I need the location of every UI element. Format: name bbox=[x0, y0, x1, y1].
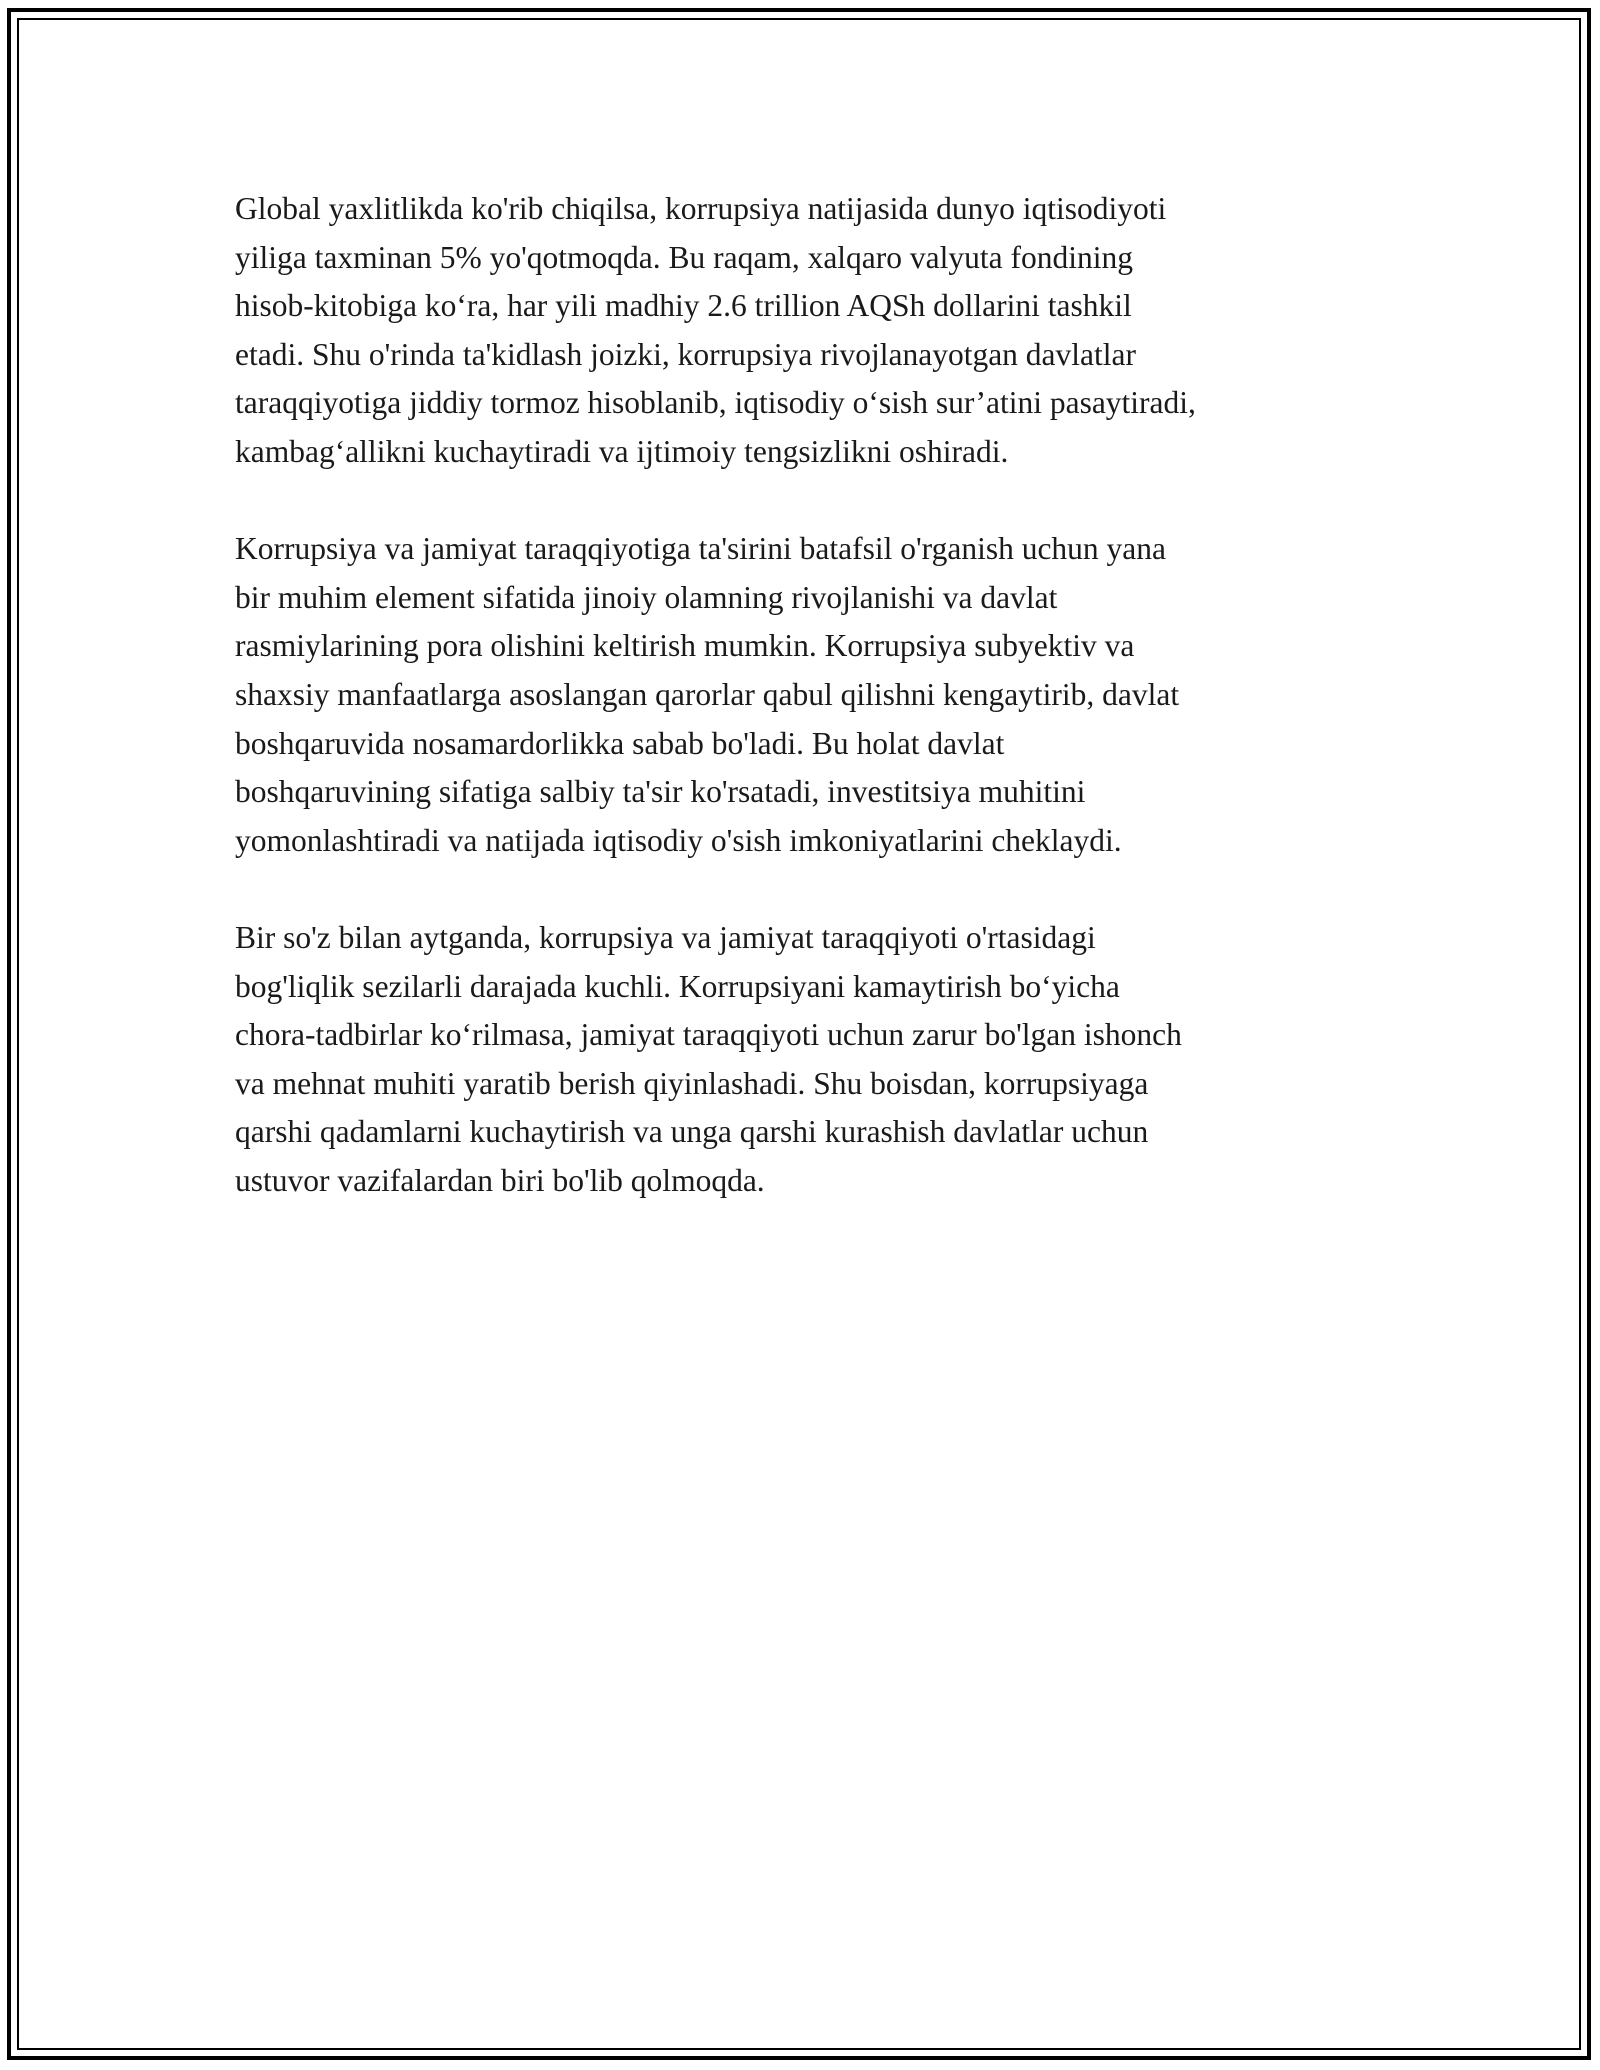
document-body bbox=[235, 185, 1370, 1254]
paragraph-3: Bir so'z bilan aytganda, korrupsiya va jamiyat taraqqiyoti o'rtasidagi bog'liqlik sezilarli darajada kuchli. Korrupsiyani kamaytirish bo‘yicha chora-tadbirlar ko‘rilmasa, jamiyat taraqqiyoti uchun zarur bo'lgan ishonch va mehnat muhiti yaratib berish qiyinlashadi. Shu boisdan, korrupsiyaga qarshi qadamlarni kuchaytirish va unga qarshi kurashish davlatlar uchun ustuvor vazifalardan biri bo'lib qolmoqda. bbox=[235, 919, 1182, 1198]
paragraph-2: Korrupsiya va jamiyat taraqqiyotiga ta'sirini batafsil o'rganish uchun yana bir muhim element sifatida jinoiy olamning rivojlanishi va davlat rasmiylarining pora olishini keltirish mumkin. Korrupsiya subyektiv va shaxsiy manfaatlarga asoslangan qarorlar qabul qilishni kengaytirib, davlat boshqaruvida nosamardorlikka sabab bo'ladi. Bu holat davlat boshqaruvining sifatiga salbiy ta'sir ko'rsatadi, investitsiya muhitini yomonlashtiradi va natijada iqtisodiy o'sish imkoniyatlarini cheklaydi. bbox=[235, 531, 1180, 858]
paragraph-1: Global yaxlitlikda ko'rib chiqilsa, korrupsiya natijasida dunyo iqtisodiyoti yiliga taxminan 5% yo'qotmoqda. Bu raqam, xalqaro valyuta fondining hisob-kitobiga ko‘ra, har yili madhiy 2.6 trillion AQSh dollarini tashkil etadi. Shu o'rinda ta'kidlash joizki, korrupsiya rivojlanayotgan davlatlar taraqqiyotiga jiddiy tormoz hisoblanib, iqtisodiy o‘sish sur’atini pasaytiradi, kambag‘allikni kuchaytiradi va ijtimoiy tengsizlikni oshiradi. bbox=[235, 191, 1196, 469]
